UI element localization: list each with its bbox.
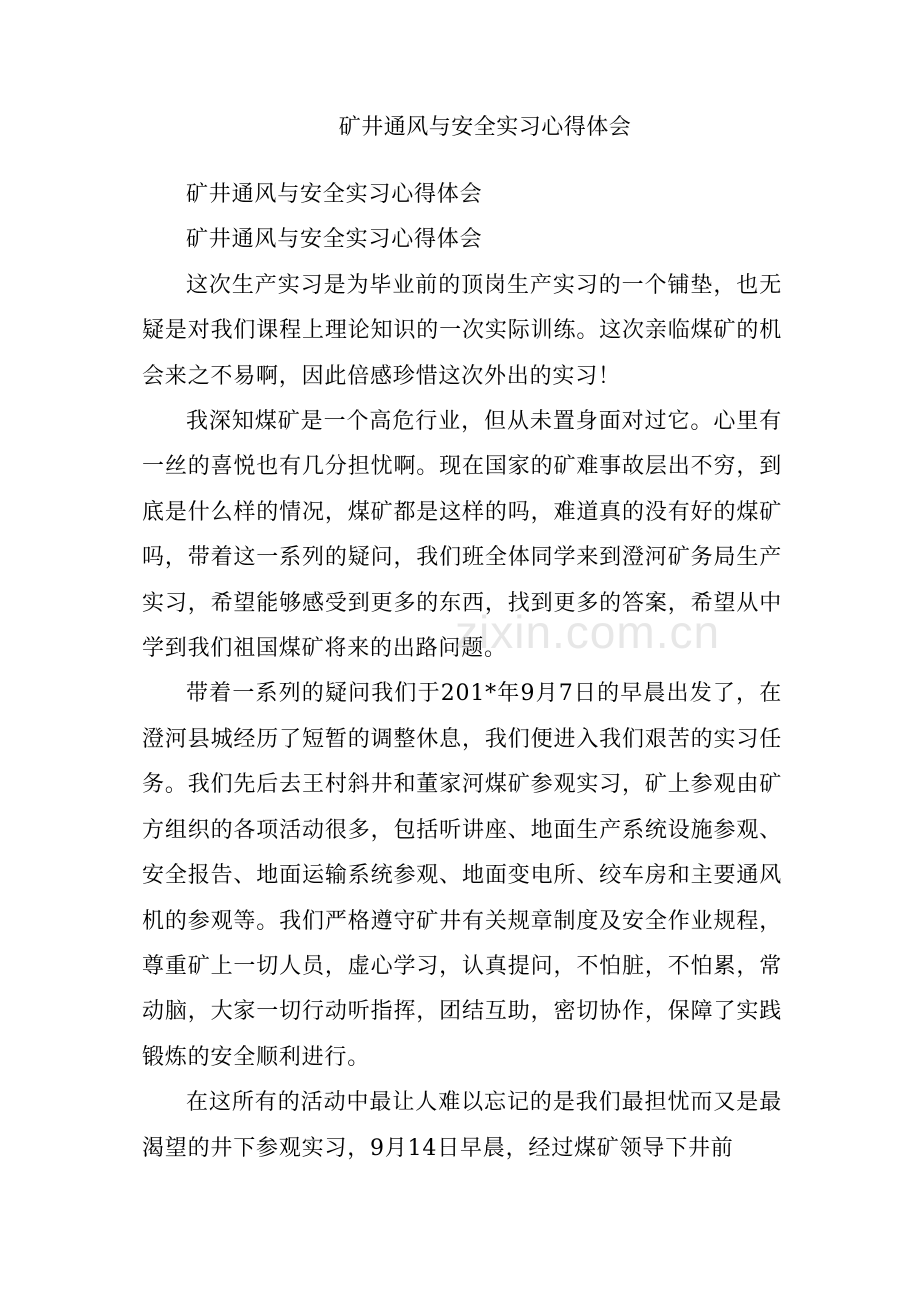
paragraph-underground: 在这所有的活动中最让人难以忘记的是我们最担忧而又是最渴望的井下参观实习，9月14日早晨，经过煤矿领导下井前 <box>142 1090 782 1161</box>
document-title: 矿井通风与安全实习心得体会 <box>338 115 632 140</box>
watermark-text: zixin.com.cn <box>455 606 721 658</box>
paragraph-trip: 带着一系列的疑问我们于201*年9月7日的早晨出发了，在澄河县城经历了短暂的调整休息，我们便进入我们艰苦的实习任务。我们先后去王村斜井和董家河煤矿参观实习，矿上参观由矿方组织的各项活动很多，包括听讲座、地面生产系统设施参观、安全报告、地面运输系统参观、地面变电所、绞车房和主要通风机的参观等。我们严格遵守矿井有关规章制度及安全作业规程，尊重矿上一切人员，虚心学习，认真提问，不怕脏，不怕累，常动脑，大家一切行动听指挥，团结互助，密切协作，保障了实践锻炼的安全顺利进行。 <box>142 681 782 1070</box>
paragraph-concerns: 我深知煤矿是一个高危行业，但从未置身面对过它。心里有一丝的喜悦也有几分担忧啊。现在国家的矿难事故层出不穷，到底是什么样的情况，煤矿都是这样的吗，难道真的没有好的煤矿吗，带着这一系列的疑问，我们班全体同学来到澄河矿务局生产实习，希望能够感受到更多的东西，找到更多的答案，希望从中学到我们祖国煤矿将来的出路问题。 <box>142 409 782 662</box>
document-body <box>142 172 782 1171</box>
paragraph-intro: 这次生产实习是为毕业前的顶岗生产实习的一个铺垫，也无疑是对我们课程上理论知识的一次实际训练。这次亲临煤矿的机会来之不易啊，因此倍感珍惜这次外出的实习！ <box>142 272 782 389</box>
paragraph-subtitle-1: 矿井通风与安全实习心得体会 <box>186 182 483 207</box>
paragraph-subtitle-2: 矿井通风与安全实习心得体会 <box>186 227 483 253</box>
